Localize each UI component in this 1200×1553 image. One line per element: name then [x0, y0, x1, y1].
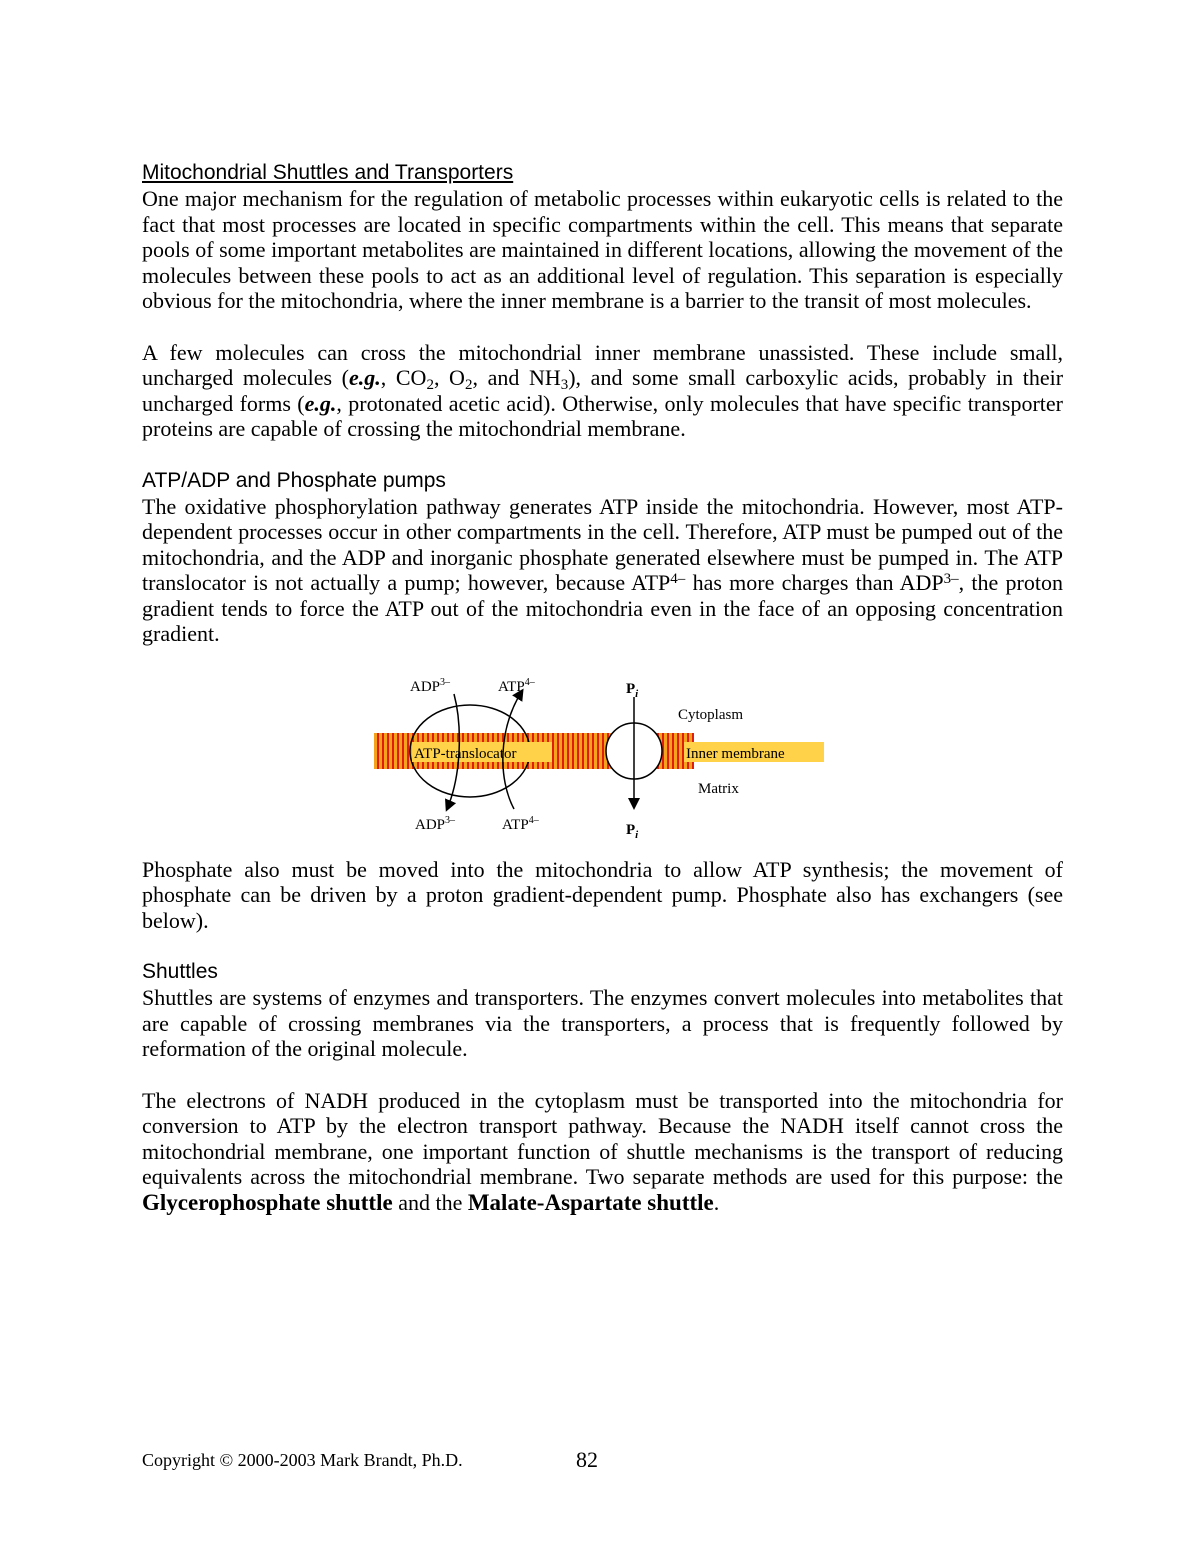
translocator-label: ATP-translocator — [414, 745, 517, 762]
atp-top-label: $ATP^{4-}$ — [498, 676, 535, 695]
pi-top-label: $P_i$ — [626, 680, 639, 700]
atp-paragraph-1: The oxidative phosphorylation pathway generates ATP inside the mitochondria. However, most ATP-dependent processes occur in other compartments in the cell. Therefore, ATP must be pumped out of the mitochondria, and the ADP and inorganic phosphate generated elsewhere must be pumped in. The ATP translocator is not actually a pump; however, because $ATP^{4-}$ has more charges than $ADP^{3-}$, the proton gradient tends to force the ATP out of the mitochondria even in the face of an opposing concentration gradient. — [142, 493, 1063, 646]
pi-bottom-label: $P_i$ — [626, 821, 639, 839]
adp-top-label: $ADP^{3-}$ — [410, 676, 451, 695]
atp-translocator-figure — [142, 669, 1063, 839]
page-content — [142, 160, 1063, 1215]
page-number: 82 — [576, 1447, 598, 1472]
copyright-footer: Copyright © 2000-2003 Mark Brandt, Ph.D. — [142, 1450, 463, 1470]
matrix-label: Matrix — [698, 780, 739, 797]
cytoplasm-label: Cytoplasm — [678, 706, 744, 723]
adp-bottom-label: $ADP^{3-}$ — [415, 814, 456, 833]
glycerophosphate-shuttle-term: Glycerophosphate shuttle — [142, 1189, 393, 1215]
section-title-mitochondrial-shuttles: Mitochondrial Shuttles and Transporters — [142, 161, 514, 184]
atp-bottom-label: $ATP^{4-}$ — [502, 814, 539, 833]
malate-aspartate-shuttle-term: Malate-Aspartate shuttle — [467, 1189, 714, 1215]
section-title-shuttles: Shuttles — [142, 960, 218, 983]
shuttles-paragraph-1: Shuttles are systems of enzymes and transporters. The enzymes convert molecules into metabolites that are capable of crossing membranes via the transporters, a process that is frequently followed by reformation of the original molecule. — [142, 985, 1063, 1061]
inner-membrane-label: Inner membrane — [686, 745, 785, 762]
intro-paragraph-2: A few molecules can cross the mitochondrial inner membrane unassisted. These include small, uncharged molecules (e.g., $CO_2$, $O_2$, and $NH_3$), and some small carboxylic acids, probably in their uncharged forms (e.g., protonated acetic acid). Otherwise, only molecules that have specific transporter proteins are capable of crossing the mitochondrial membrane. — [142, 339, 1064, 441]
atp-paragraph-2: Phosphate also must be moved into the mitochondria to allow ATP synthesis; the movement of phosphate can be driven by a proton gradient-dependent pump. Phosphate also has exchangers (see below). — [142, 856, 1063, 933]
membrane-diagram — [142, 669, 1063, 839]
section-title-atp-adp-pumps: ATP/ADP and Phosphate pumps — [142, 468, 446, 492]
intro-paragraph-1: One major mechanism for the regulation of metabolic processes within eukaryotic cells is related to the fact that most processes are located in specific compartments within the cell. This means that separate pools of some important metabolites are maintained in different locations, allowing the movement of the molecules between these pools to act as an additional level of regulation. This separation is especially obvious for the mitochondria, where the inner membrane is a barrier to the transit of most molecules. — [142, 186, 1063, 313]
shuttles-paragraph-2: The electrons of NADH produced in the cytoplasm must be transported into the mitochondria for conversion to ATP by the electron transport pathway. Because the NADH itself cannot cross the mitochondrial membrane, one important function of shuttle mechanisms is the transport of reducing equivalents across the mitochondrial membrane. Two separate methods are used for this purpose: the Glycerophosphate shuttle and the Malate-Aspartate shuttle. — [142, 1087, 1063, 1215]
